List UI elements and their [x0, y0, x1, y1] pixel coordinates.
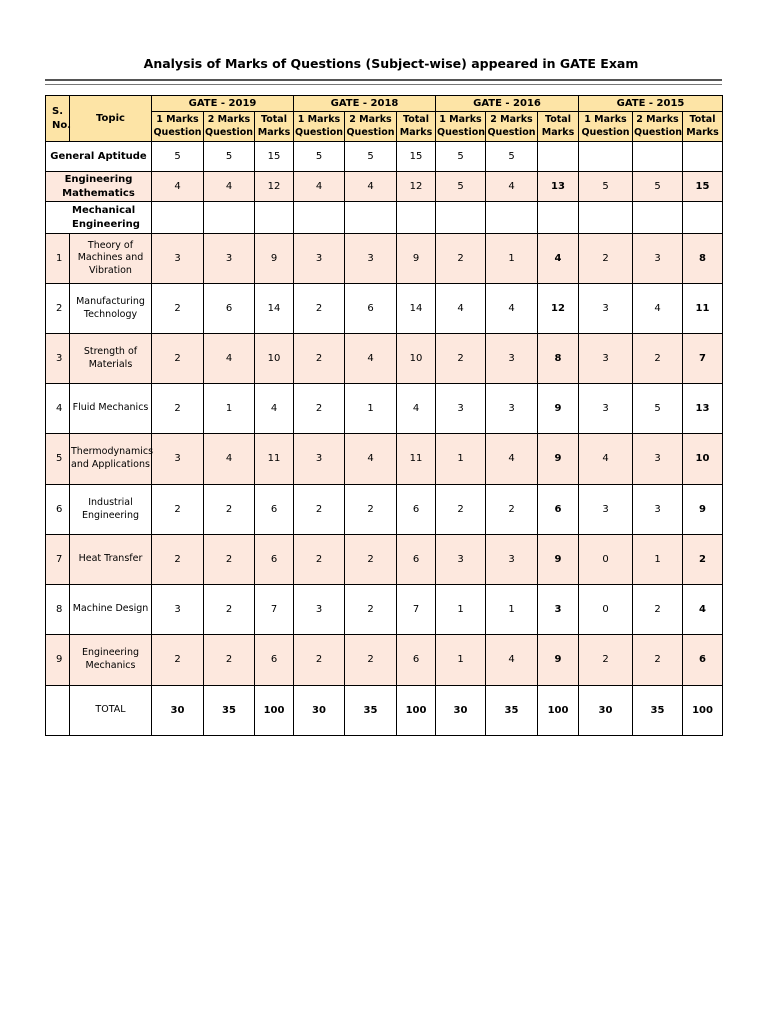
table-row [46, 142, 723, 172]
value-cell: 2 [294, 485, 345, 535]
table-row [46, 172, 723, 202]
value-cell: 4 [345, 172, 397, 202]
value-cell: 3 [633, 234, 683, 284]
sno-cell: 8 [46, 585, 70, 635]
value-cell: 10 [397, 334, 436, 384]
header-subcolumn: 1 Marks Question [436, 112, 486, 142]
value-cell: 2 [152, 485, 204, 535]
value-cell: 8 [538, 334, 579, 384]
value-cell: 3 [579, 284, 633, 334]
value-cell: 3 [579, 485, 633, 535]
value-cell: 11 [683, 284, 723, 334]
value-cell: 1 [486, 585, 538, 635]
value-cell: 4 [397, 384, 436, 434]
value-cell: 100 [683, 686, 723, 736]
value-cell [683, 142, 723, 172]
value-cell: 6 [397, 535, 436, 585]
value-cell: 2 [345, 635, 397, 686]
sno-cell: 6 [46, 485, 70, 535]
value-cell [633, 202, 683, 234]
value-cell: 4 [345, 434, 397, 485]
value-cell: 3 [152, 434, 204, 485]
value-cell: 14 [255, 284, 294, 334]
topic-cell: Engineering Mathematics [46, 172, 152, 202]
section-label: Mechanical Engineering [46, 202, 152, 234]
value-cell [397, 202, 436, 234]
value-cell [294, 202, 345, 234]
value-cell: 4 [294, 172, 345, 202]
sno-cell [46, 686, 70, 736]
header-year: GATE - 2016 [436, 96, 579, 112]
value-cell: 6 [204, 284, 255, 334]
value-cell: 0 [579, 585, 633, 635]
value-cell: 1 [345, 384, 397, 434]
value-cell: 2 [579, 635, 633, 686]
value-cell: 2 [486, 485, 538, 535]
value-cell: 15 [255, 142, 294, 172]
value-cell [579, 202, 633, 234]
value-cell: 7 [397, 585, 436, 635]
value-cell: 9 [538, 434, 579, 485]
value-cell: 12 [255, 172, 294, 202]
value-cell: 3 [579, 384, 633, 434]
value-cell: 2 [436, 234, 486, 284]
value-cell: 3 [633, 434, 683, 485]
value-cell: 1 [486, 234, 538, 284]
value-cell: 15 [683, 172, 723, 202]
value-cell: 2 [294, 284, 345, 334]
topic-cell: General Aptitude [46, 142, 152, 172]
value-cell: 0 [579, 535, 633, 585]
value-cell: 6 [397, 635, 436, 686]
header-subcolumn: 2 Marks Question [486, 112, 538, 142]
header-sno: S. No. [46, 96, 70, 142]
value-cell: 3 [294, 585, 345, 635]
value-cell: 5 [633, 172, 683, 202]
value-cell: 9 [538, 635, 579, 686]
value-cell: 35 [633, 686, 683, 736]
value-cell: 100 [538, 686, 579, 736]
value-cell [579, 142, 633, 172]
value-cell: 35 [345, 686, 397, 736]
value-cell: 4 [436, 284, 486, 334]
sno-cell: 5 [46, 434, 70, 485]
table-row [46, 686, 723, 736]
value-cell: 3 [345, 234, 397, 284]
value-cell [486, 202, 538, 234]
value-cell: 4 [345, 334, 397, 384]
value-cell: 5 [152, 142, 204, 172]
value-cell: 100 [397, 686, 436, 736]
value-cell: 4 [538, 234, 579, 284]
sno-cell: 1 [46, 234, 70, 284]
value-cell: 1 [436, 434, 486, 485]
topic-cell: Strength of Materials [70, 334, 152, 384]
value-cell: 1 [204, 384, 255, 434]
sno-cell: 7 [46, 535, 70, 585]
value-cell: 3 [204, 234, 255, 284]
value-cell: 2 [204, 535, 255, 585]
topic-cell: TOTAL [70, 686, 152, 736]
value-cell: 9 [683, 485, 723, 535]
header-year: GATE - 2015 [579, 96, 723, 112]
header-subcolumn: Total Marks [397, 112, 436, 142]
value-cell: 3 [486, 535, 538, 585]
value-cell: 4 [633, 284, 683, 334]
value-cell: 2 [152, 334, 204, 384]
value-cell: 6 [255, 535, 294, 585]
value-cell: 6 [397, 485, 436, 535]
value-cell: 2 [436, 485, 486, 535]
value-cell: 2 [294, 334, 345, 384]
value-cell: 2 [204, 585, 255, 635]
value-cell: 2 [152, 535, 204, 585]
value-cell: 30 [579, 686, 633, 736]
value-cell: 4 [204, 334, 255, 384]
value-cell: 30 [152, 686, 204, 736]
topic-cell: Engineering Mechanics [70, 635, 152, 686]
header-subcolumn: Total Marks [538, 112, 579, 142]
value-cell: 3 [152, 234, 204, 284]
value-cell: 9 [255, 234, 294, 284]
topic-cell: Manufacturing Technology [70, 284, 152, 334]
value-cell: 2 [294, 535, 345, 585]
value-cell: 4 [152, 172, 204, 202]
table-row [46, 585, 723, 635]
table-row [46, 635, 723, 686]
value-cell: 2 [152, 384, 204, 434]
value-cell: 5 [436, 142, 486, 172]
topic-cell: Fluid Mechanics [70, 384, 152, 434]
value-cell: 3 [538, 585, 579, 635]
value-cell: 6 [345, 284, 397, 334]
table-row [46, 284, 723, 334]
value-cell: 6 [255, 635, 294, 686]
header-subcolumn: Total Marks [683, 112, 723, 142]
value-cell: 7 [683, 334, 723, 384]
value-cell: 3 [436, 384, 486, 434]
value-cell: 11 [255, 434, 294, 485]
title-rule [45, 79, 722, 81]
value-cell: 2 [152, 284, 204, 334]
value-cell: 4 [486, 284, 538, 334]
value-cell: 15 [397, 142, 436, 172]
value-cell: 3 [486, 384, 538, 434]
title-rule-thin [45, 84, 722, 85]
header-subcolumn: 1 Marks Question [294, 112, 345, 142]
value-cell [538, 202, 579, 234]
value-cell: 2 [345, 535, 397, 585]
value-cell: 2 [633, 585, 683, 635]
value-cell: 1 [436, 585, 486, 635]
value-cell: 5 [633, 384, 683, 434]
value-cell: 4 [486, 434, 538, 485]
value-cell: 2 [345, 585, 397, 635]
value-cell: 100 [255, 686, 294, 736]
value-cell: 3 [294, 434, 345, 485]
sno-cell: 4 [46, 384, 70, 434]
value-cell [345, 202, 397, 234]
value-cell: 10 [683, 434, 723, 485]
value-cell: 2 [345, 485, 397, 535]
value-cell: 4 [683, 585, 723, 635]
value-cell: 4 [486, 172, 538, 202]
value-cell: 10 [255, 334, 294, 384]
value-cell: 2 [294, 635, 345, 686]
value-cell: 7 [255, 585, 294, 635]
header-subcolumn: 1 Marks Question [579, 112, 633, 142]
value-cell: 12 [397, 172, 436, 202]
value-cell: 5 [345, 142, 397, 172]
table-row [46, 234, 723, 284]
value-cell: 6 [538, 485, 579, 535]
header-subcolumn: 2 Marks Question [633, 112, 683, 142]
header-topic: Topic [70, 96, 152, 142]
table-row [46, 485, 723, 535]
value-cell: 9 [538, 384, 579, 434]
value-cell: 4 [204, 434, 255, 485]
topic-cell: Heat Transfer [70, 535, 152, 585]
value-cell [633, 142, 683, 172]
value-cell: 3 [486, 334, 538, 384]
topic-cell: Industrial Engineering [70, 485, 152, 535]
value-cell: 5 [486, 142, 538, 172]
value-cell: 3 [294, 234, 345, 284]
header-subcolumn: 1 Marks Question [152, 112, 204, 142]
value-cell: 4 [579, 434, 633, 485]
header-subcolumn: Total Marks [255, 112, 294, 142]
table-row [46, 334, 723, 384]
table-row [46, 202, 723, 234]
value-cell [436, 202, 486, 234]
table-row [46, 434, 723, 485]
value-cell: 12 [538, 284, 579, 334]
value-cell: 2 [294, 384, 345, 434]
value-cell [683, 202, 723, 234]
header-subcolumn: 2 Marks Question [345, 112, 397, 142]
value-cell: 3 [436, 535, 486, 585]
value-cell: 6 [255, 485, 294, 535]
value-cell: 5 [436, 172, 486, 202]
value-cell: 2 [436, 334, 486, 384]
value-cell: 2 [683, 535, 723, 585]
value-cell: 4 [255, 384, 294, 434]
value-cell: 2 [204, 485, 255, 535]
header-year: GATE - 2019 [152, 96, 294, 112]
value-cell [538, 142, 579, 172]
value-cell: 5 [579, 172, 633, 202]
value-cell [152, 202, 204, 234]
value-cell: 9 [397, 234, 436, 284]
header-subcolumn: 2 Marks Question [204, 112, 255, 142]
sno-cell: 2 [46, 284, 70, 334]
value-cell: 3 [579, 334, 633, 384]
value-cell: 1 [436, 635, 486, 686]
value-cell: 3 [633, 485, 683, 535]
value-cell: 13 [538, 172, 579, 202]
table-row [46, 384, 723, 434]
sno-cell: 9 [46, 635, 70, 686]
sno-cell: 3 [46, 334, 70, 384]
value-cell: 4 [486, 635, 538, 686]
value-cell: 2 [204, 635, 255, 686]
value-cell: 1 [633, 535, 683, 585]
value-cell [204, 202, 255, 234]
value-cell: 2 [633, 635, 683, 686]
value-cell [255, 202, 294, 234]
value-cell: 2 [633, 334, 683, 384]
topic-cell: Machine Design [70, 585, 152, 635]
value-cell: 2 [579, 234, 633, 284]
topic-cell: Thermodynamics and Applications [70, 434, 152, 485]
value-cell: 4 [204, 172, 255, 202]
value-cell: 30 [436, 686, 486, 736]
table-row [46, 535, 723, 585]
value-cell: 14 [397, 284, 436, 334]
value-cell: 11 [397, 434, 436, 485]
value-cell: 35 [204, 686, 255, 736]
header-year: GATE - 2018 [294, 96, 436, 112]
page-title: Analysis of Marks of Questions (Subject-wise) appeared in GATE Exam [143, 56, 639, 71]
value-cell: 30 [294, 686, 345, 736]
marks-table [45, 95, 723, 736]
value-cell: 8 [683, 234, 723, 284]
value-cell: 35 [486, 686, 538, 736]
value-cell: 13 [683, 384, 723, 434]
value-cell: 9 [538, 535, 579, 585]
value-cell: 3 [152, 585, 204, 635]
value-cell: 6 [683, 635, 723, 686]
value-cell: 5 [294, 142, 345, 172]
value-cell: 5 [204, 142, 255, 172]
topic-cell: Theory of Machines and Vibration [70, 234, 152, 284]
value-cell: 2 [152, 635, 204, 686]
